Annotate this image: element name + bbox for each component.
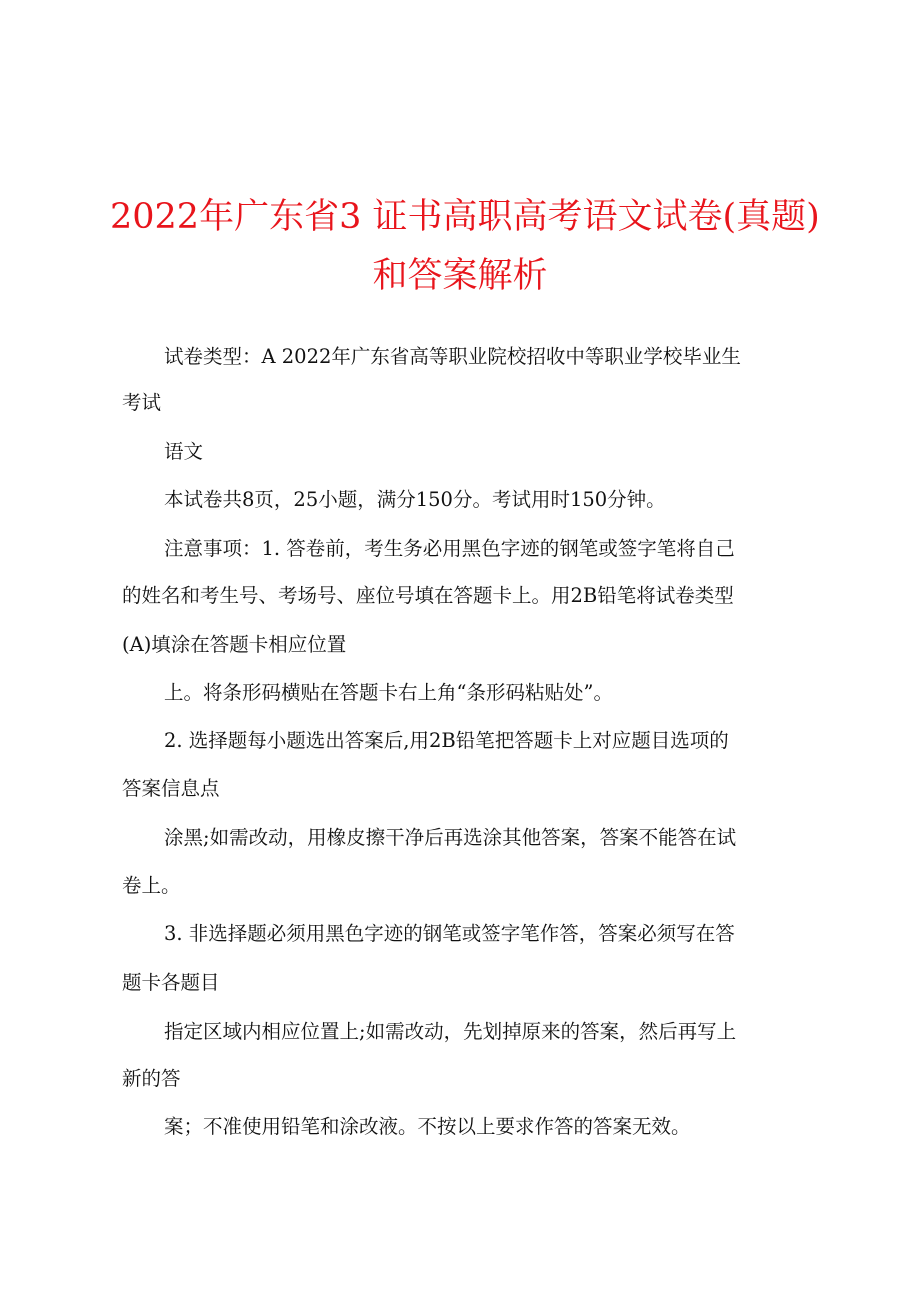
document-title-line-1: 2022年广东省3 证书高职高考语文试卷(真题)	[110, 197, 820, 237]
text-line: 试卷类型：A 2022年广东省高等职业院校招收中等职业学校毕业生	[164, 345, 741, 368]
text-line: 案；不准使用铅笔和涂改液。不按以上要求作答的答案无效。	[164, 1115, 691, 1138]
text-line: 3. 非选择题必须用黑色字迹的钢笔或签字笔作答，答案必须写在答	[164, 922, 735, 945]
text-line: 卷上。	[122, 874, 181, 897]
document-title-line-2: 和答案解析	[372, 256, 548, 296]
text-line: 2. 选择题每小题选出答案后,用2B铅笔把答题卡上对应题目选项的	[164, 729, 729, 752]
text-line: 答案信息点	[122, 777, 220, 800]
text-line: 语文	[164, 440, 204, 463]
text-line: 注意事项：1. 答卷前，考生务必用黑色字迹的钢笔或签字笔将自己	[164, 537, 735, 560]
text-line: 考试	[122, 391, 162, 414]
text-line: 指定区域内相应位置上;如需改动，先划掉原来的答案，然后再写上	[164, 1020, 737, 1043]
text-line: 的姓名和考生号、考场号、座位号填在答题卡上。用2B铅笔将试卷类型	[122, 584, 734, 607]
text-line: 本试卷共8页，25小题，满分150分。考试用时150分钟。	[164, 488, 666, 511]
text-line: 题卡各题目	[122, 971, 220, 994]
text-line: 上。将条形码横贴在答题卡右上角“条形码粘贴处”。	[164, 681, 613, 704]
text-line: (A)填涂在答题卡相应位置	[122, 633, 347, 656]
text-line: 涂黑;如需改动，用橡皮擦干净后再选涂其他答案，答案不能答在试	[164, 826, 737, 849]
text-line: 新的答	[122, 1067, 181, 1090]
